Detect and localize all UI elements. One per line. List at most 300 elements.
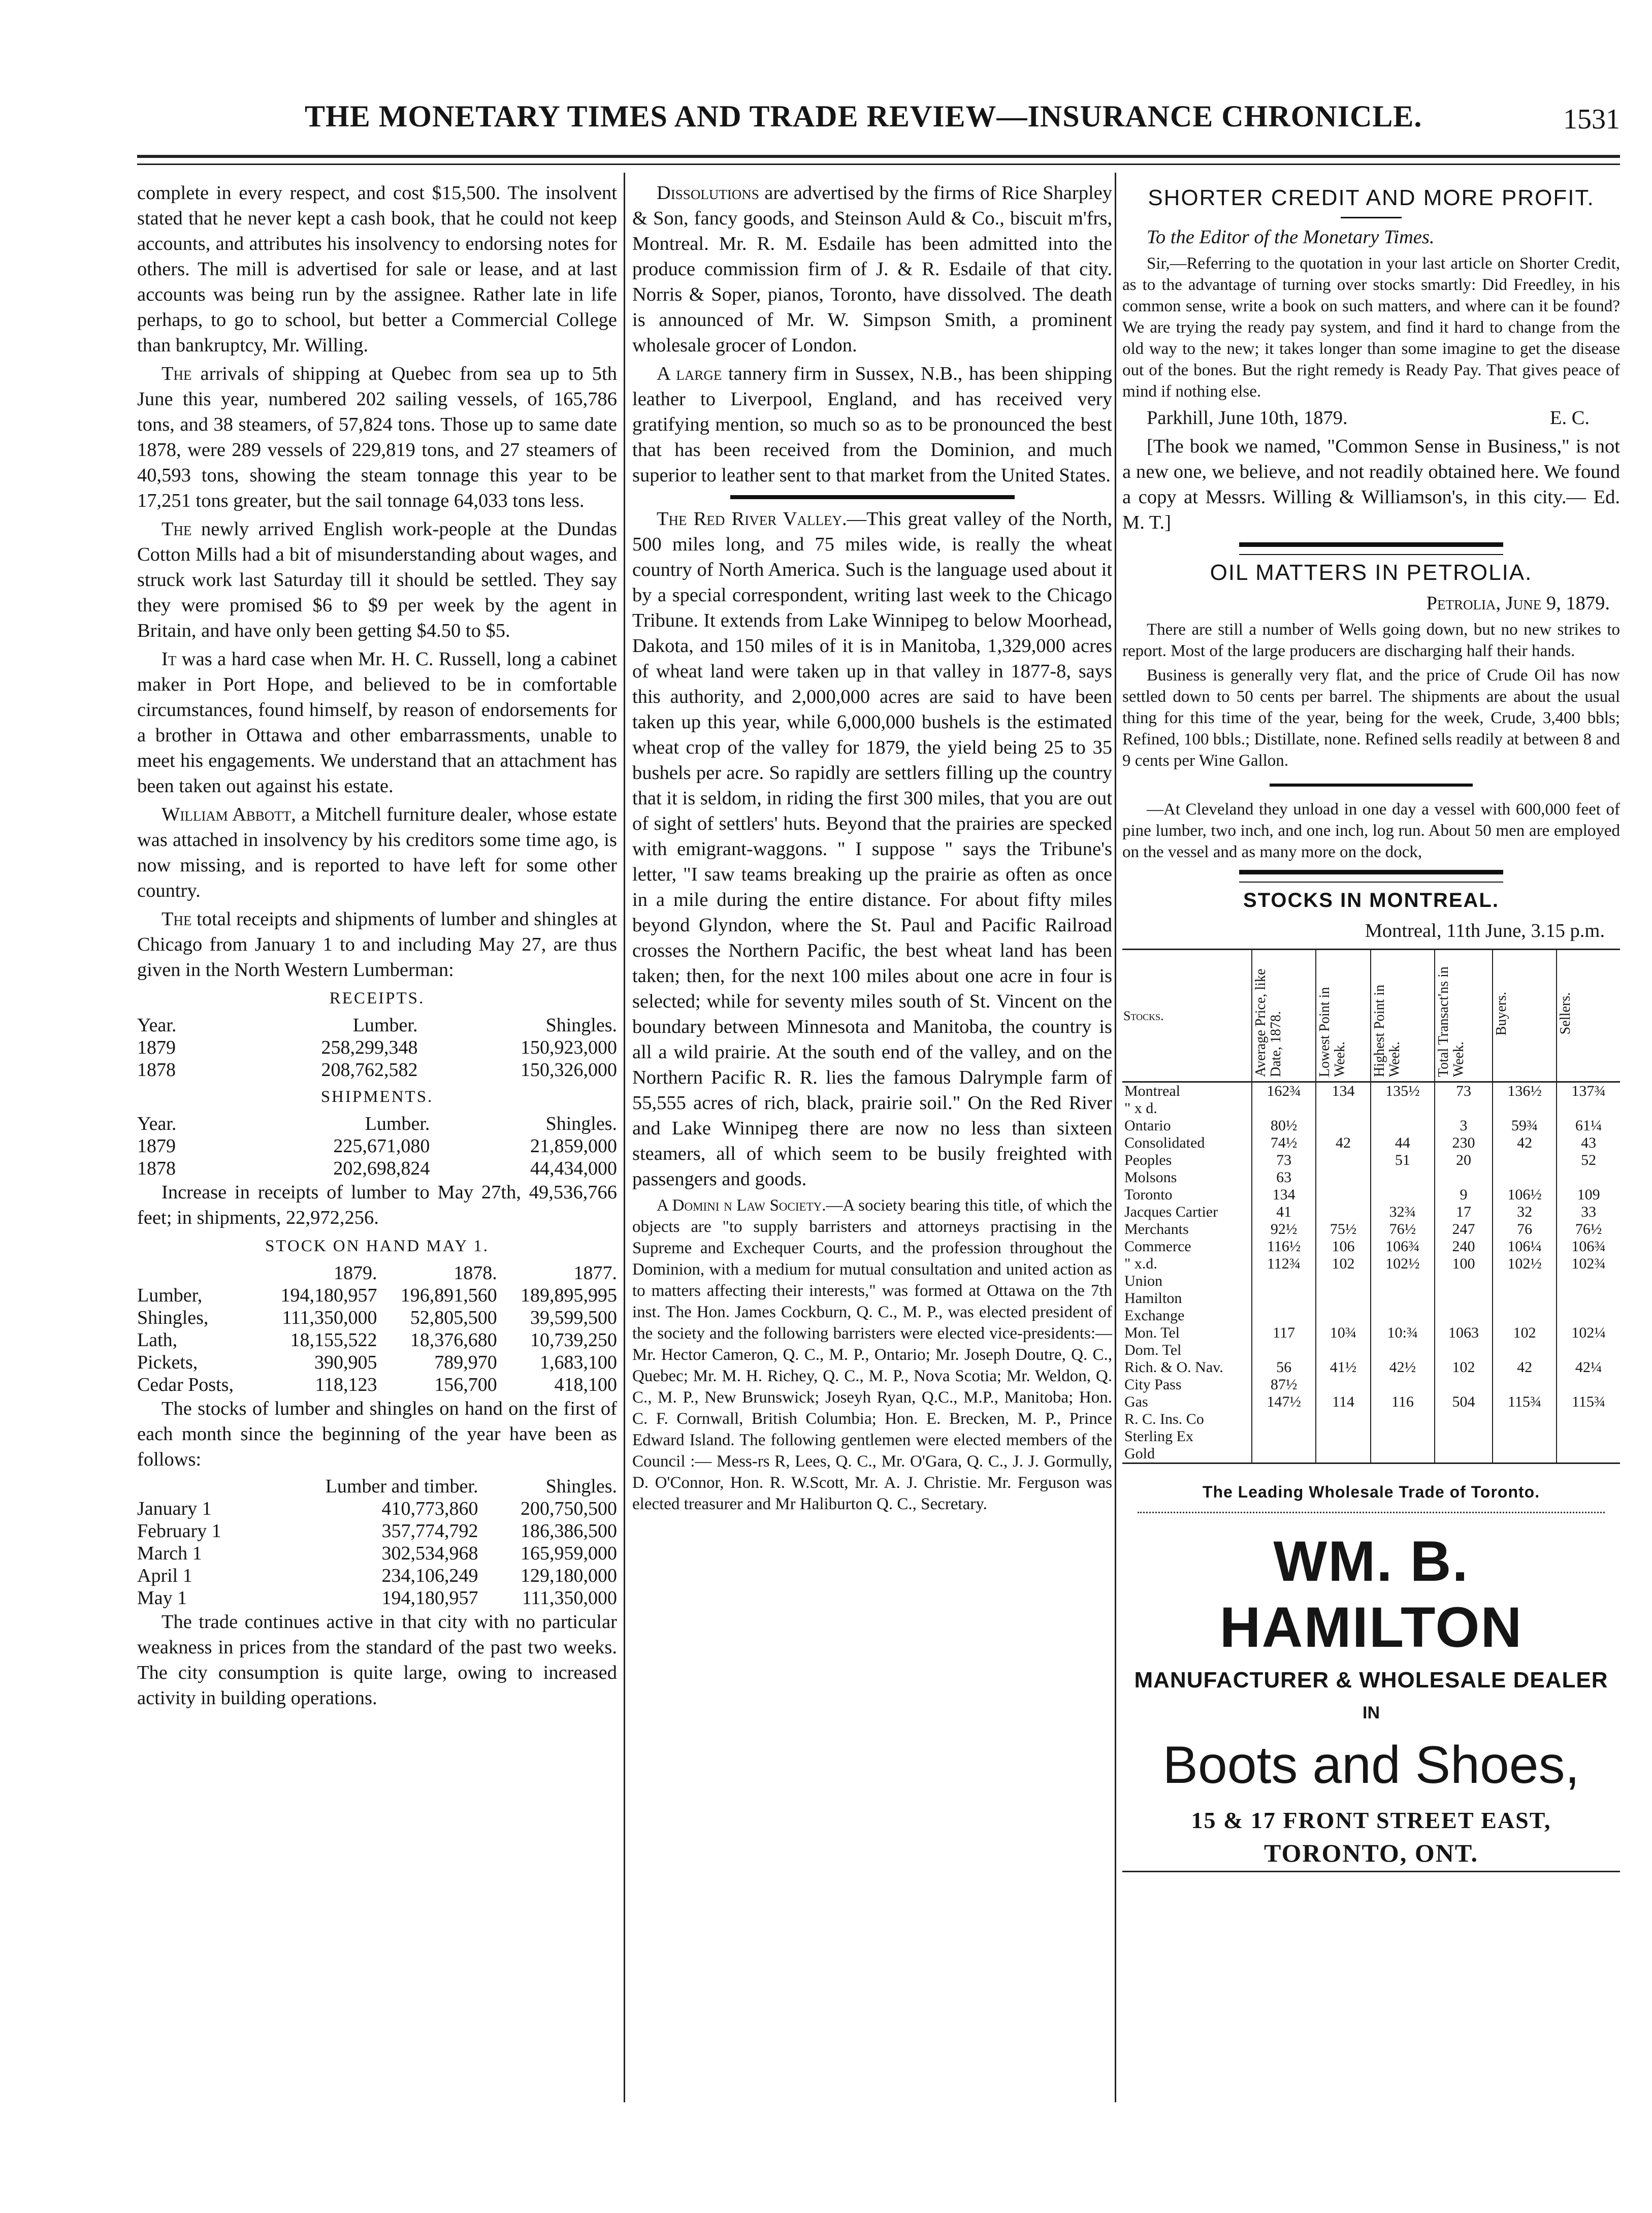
- stocks-name-cell: Montreal: [1122, 1082, 1252, 1100]
- table-cell: 165,959,000: [521, 1543, 617, 1564]
- table-cell: Pickets,: [137, 1352, 198, 1373]
- stocks-value-cell: [1557, 1342, 1620, 1359]
- stocks-value-cell: [1252, 1445, 1316, 1463]
- paragraph-text: tannery firm in Sussex, N.B., has been shipping leather to Liverpool, England, and has received very gratifying mention, so much so as to be pronounced the best that has been received from the Dominion, and much superior to leather sent to that market from the United States.: [632, 363, 1113, 486]
- stocks-value-cell: [1371, 1411, 1435, 1428]
- table-cell: 357,774,792: [381, 1520, 478, 1542]
- table-cell: 410,773,860: [381, 1498, 478, 1519]
- table-row: [137, 1374, 617, 1396]
- stocks-value-cell: [1435, 1445, 1493, 1463]
- table-row: [137, 1520, 617, 1542]
- letter-place-date: Parkhill, June 10th, 1879.: [1147, 407, 1348, 429]
- stocks-row: [1122, 1186, 1620, 1203]
- stocks-value-cell: [1316, 1169, 1371, 1186]
- stocks-value-cell: 41½: [1316, 1359, 1371, 1376]
- stocks-value-cell: 247: [1435, 1221, 1493, 1238]
- paragraph-lead: The Red River Valley.: [657, 508, 847, 530]
- paragraph-lead: Dissolutions: [657, 182, 759, 204]
- stocks-value-cell: 162¾: [1252, 1082, 1316, 1100]
- stocks-dateline: Montreal, 11th June, 3.15 p.m.: [1365, 920, 1605, 941]
- table-header-cell: 1878.: [454, 1262, 497, 1284]
- paragraph-russell: [137, 646, 617, 799]
- header-rule-thin: [137, 164, 1620, 165]
- stocks-value-cell: [1435, 1411, 1493, 1428]
- oil-paragraph-2: Business is generally very flat, and the price of Crude Oil has now settled down to 50 cents per barrel. The shipments are about the usual thing for this time of the year, being for the week, Crude, 3,400 bbls; Refined, 100 bbls.; Distillate, none. Refined sells readily at between 8 and 9 cents per Wine Gallon.: [1122, 666, 1620, 770]
- table-cell: 10,739,250: [530, 1329, 617, 1351]
- section-divider: [1239, 542, 1503, 547]
- stocks-name-cell: Merchants: [1122, 1221, 1252, 1238]
- stocks-name-cell: Peoples: [1122, 1152, 1252, 1169]
- table-cell: 234,106,249: [381, 1565, 478, 1586]
- table-header-cell: Shingles.: [545, 1476, 617, 1497]
- table-header-row: [137, 1262, 617, 1284]
- stocks-row: [1122, 1221, 1620, 1238]
- table-header-cell: Year.: [137, 1113, 177, 1134]
- stocks-value-cell: [1493, 1342, 1557, 1359]
- stocks-row: [1122, 1411, 1620, 1428]
- table-header-cell: Lumber and timber.: [325, 1476, 478, 1497]
- stocks-value-cell: 137¾: [1571, 1083, 1606, 1099]
- stocks-value-cell: 9: [1435, 1186, 1493, 1203]
- page-title: THE MONETARY TIMES AND TRADE REVIEW—INSURANCE CHRONICLE.: [305, 100, 1422, 133]
- table-cell: 189,895,995: [521, 1285, 617, 1306]
- stocks-value-cell: 230: [1435, 1134, 1493, 1152]
- stocks-value-cell: 92½: [1252, 1221, 1316, 1238]
- stocks-name-cell: Rich. & O. Nav.: [1122, 1359, 1252, 1376]
- stocks-header-cell: [1316, 950, 1371, 1082]
- stocks-value-cell: [1557, 1445, 1620, 1463]
- table-cell: Lumber,: [137, 1285, 203, 1306]
- stocks-row: [1122, 1152, 1620, 1169]
- table-cell: 789,970: [434, 1352, 497, 1373]
- letter-signature: E. C.: [1549, 407, 1590, 429]
- stocks-value-cell: [1252, 1273, 1316, 1290]
- paragraph-text: newly arrived English work-people at the Dundas Cotton Mills had a bit of misunderstanding about wages, and struck work last Saturday till it should be settled. They say they were promised $6 to $9 per week by the agent in Britain, and have only been getting $4.50 to $5.: [137, 518, 617, 641]
- ad-tagline: The Leading Wholesale Trade of Toronto.: [1202, 1483, 1540, 1501]
- stocks-header-cell: [1122, 950, 1252, 1082]
- stocks-name-cell: Ontario: [1122, 1117, 1252, 1134]
- stocks-name-cell: Molsons: [1122, 1169, 1252, 1186]
- table-row: [137, 1587, 617, 1609]
- stocks-row: [1122, 1359, 1620, 1376]
- table-cell: 302,534,968: [381, 1543, 478, 1564]
- table-cell: 111,350,000: [282, 1307, 377, 1328]
- table-row: [137, 1307, 617, 1329]
- stocks-value-cell: [1493, 1169, 1557, 1186]
- stocks-value-cell: 106¾: [1571, 1238, 1606, 1255]
- paragraph-dundas: [137, 516, 617, 643]
- paragraph-lead: William Abbott: [161, 804, 291, 825]
- stocks-value-cell: [1316, 1307, 1371, 1324]
- stocks-value-cell: [1316, 1428, 1371, 1445]
- table-cell: May 1: [137, 1587, 187, 1609]
- stocks-value-cell: 102: [1316, 1255, 1371, 1273]
- table-cell: 21,859,000: [530, 1135, 617, 1157]
- stocks-row: [1122, 1445, 1620, 1463]
- table-cell: February 1: [137, 1520, 221, 1542]
- table-row: [137, 1036, 617, 1059]
- header-rule: [137, 155, 1620, 158]
- table-cell: April 1: [137, 1565, 192, 1586]
- stocks-value-cell: 117: [1252, 1324, 1316, 1342]
- stocks-value-cell: 106: [1316, 1238, 1371, 1255]
- table-cell: Lath,: [137, 1329, 178, 1351]
- stocks-value-cell: 73: [1252, 1152, 1316, 1169]
- table-cell: 1878: [137, 1059, 176, 1081]
- oil-dateline: Petrolia, June 9, 1879.: [1426, 593, 1610, 614]
- heading-divider: [1341, 217, 1402, 218]
- stocks-value-cell: 76½: [1575, 1221, 1602, 1238]
- stocks-name-cell: Toronto: [1122, 1186, 1252, 1203]
- stocks-row: [1122, 1100, 1620, 1117]
- stocks-value-cell: 20: [1435, 1152, 1493, 1169]
- ad-ornament: [1138, 1509, 1605, 1513]
- stocks-value-cell: [1557, 1428, 1620, 1445]
- stocks-row: [1122, 1324, 1620, 1342]
- stocks-value-cell: [1316, 1100, 1371, 1117]
- stocks-value-cell: 106½: [1493, 1186, 1557, 1203]
- stocks-header-cell: [1435, 950, 1493, 1082]
- stocks-value-cell: [1371, 1428, 1435, 1445]
- paragraph-abbott: [137, 802, 617, 903]
- stocks-value-cell: 42¼: [1575, 1359, 1602, 1376]
- stocks-value-cell: 102: [1493, 1324, 1557, 1342]
- stocks-value-cell: [1493, 1152, 1557, 1169]
- paragraph-increase: Increase in receipts of lumber to May 27th, 49,536,766 feet; in shipments, 22,972,256.: [137, 1182, 617, 1228]
- stocks-value-cell: 43: [1581, 1134, 1597, 1151]
- stocks-value-cell: 80½: [1252, 1117, 1316, 1134]
- paragraph-lead: The: [161, 518, 192, 540]
- stocks-header-cell: [1371, 950, 1435, 1082]
- section-divider-thin: [1239, 882, 1503, 883]
- stocks-value-cell: 76: [1493, 1221, 1557, 1238]
- table-row: [137, 1329, 617, 1351]
- stocks-value-cell: 41: [1252, 1203, 1316, 1221]
- cleveland-paragraph: —At Cleveland they unload in one day a vessel with 600,000 feet of pine lumber, two inch, and one inch, log run. About 50 men are employed on the vessel and as many more on the dock,: [1122, 800, 1620, 861]
- stocks-name-cell: " x d.: [1122, 1100, 1252, 1117]
- stocks-header-label: Sellers.: [1558, 992, 1574, 1035]
- table-row: [137, 1284, 617, 1307]
- stocks-value-cell: [1371, 1445, 1435, 1463]
- stocks-value-cell: 75½: [1316, 1221, 1371, 1238]
- stocks-value-cell: 76½: [1371, 1221, 1435, 1238]
- stocks-value-cell: 102¾: [1571, 1255, 1606, 1272]
- stocks-row: [1122, 1203, 1620, 1221]
- stocks-value-cell: 52: [1581, 1152, 1597, 1168]
- stocks-value-cell: [1316, 1273, 1371, 1290]
- stocks-value-cell: [1316, 1290, 1371, 1307]
- table-row: [137, 1135, 617, 1157]
- stocks-value-cell: [1371, 1117, 1435, 1134]
- stocks-value-cell: [1493, 1428, 1557, 1445]
- stocks-value-cell: 102½: [1493, 1255, 1557, 1273]
- stocks-value-cell: [1435, 1342, 1493, 1359]
- stocks-value-cell: 114: [1316, 1393, 1371, 1411]
- stock-on-hand-table: [137, 1262, 617, 1396]
- table-header-cell: Lumber.: [352, 1015, 418, 1036]
- stocks-value-cell: [1435, 1428, 1493, 1445]
- table-cell: 202,698,824: [333, 1158, 430, 1179]
- table-header-row: [137, 1475, 617, 1498]
- stocks-value-cell: 42: [1493, 1359, 1557, 1376]
- stocks-value-cell: [1493, 1376, 1557, 1393]
- table-row: [137, 1542, 617, 1565]
- editor-reply: [The book we named, "Common Sense in Business," is not a new one, we believe, and not readily obtained here. We found a copy at Messrs. Willing & Williamson's, in this city.— Ed. M. T.]: [1122, 436, 1620, 533]
- table-header-cell: 1879.: [334, 1262, 377, 1284]
- stocks-value-cell: 135½: [1371, 1082, 1435, 1100]
- stocks-value-cell: 134: [1316, 1082, 1371, 1100]
- ad-company-name: WM. B. HAMILTON: [1219, 1529, 1523, 1659]
- stocks-value-cell: [1371, 1290, 1435, 1307]
- stocks-row: [1122, 1290, 1620, 1307]
- letter-body: Sir,—Referring to the quotation in your last article on Shorter Credit, as to the advantage of turning over stocks smartly: Did Freedley, in his common sense, write a book on such matters, and where can it be found? We are trying the ready pay system, and find it hard to change from the old way to the new; it takes longer than some imagine to get the disease out of the bones. But the right remedy is Ready Pay. That gives peace of mind if nothing else.: [1122, 254, 1620, 401]
- stocks-value-cell: 87½: [1252, 1376, 1316, 1393]
- stocks-value-cell: 136½: [1493, 1082, 1557, 1100]
- stocks-name-cell: Gold: [1122, 1445, 1252, 1463]
- table-cell: 44,434,000: [530, 1158, 617, 1179]
- table-cell: March 1: [137, 1543, 202, 1564]
- stocks-value-cell: 240: [1435, 1238, 1493, 1255]
- paragraph-red-river: [632, 506, 1112, 1192]
- stocks-value-cell: [1316, 1186, 1371, 1203]
- table-header-row: [137, 1014, 617, 1036]
- stocks-value-cell: 61¼: [1575, 1117, 1602, 1134]
- stocks-value-cell: 3: [1435, 1117, 1493, 1134]
- paragraph-dissolutions: [632, 180, 1112, 358]
- table-header-cell: 1877.: [573, 1262, 617, 1284]
- stocks-row: [1122, 1273, 1620, 1290]
- stocks-value-cell: 44: [1371, 1134, 1435, 1152]
- column-right: [1122, 180, 1620, 1872]
- table-cell: 186,386,500: [521, 1520, 617, 1542]
- stocks-value-cell: 74½: [1252, 1134, 1316, 1152]
- stocks-row: [1122, 1393, 1620, 1411]
- stocks-name-cell: Exchange: [1122, 1307, 1252, 1324]
- paragraph-text: are advertised by the firms of Rice Sharpley & Son, fancy goods, and Steinson Auld & Co., biscuit m'frs, Montreal. Mr. R. M. Esdaile has been admitted into the produce commission firm of J. & R. Esdaile of that city. Norris & Soper, pianos, Toronto, have dissolved. The death is announced of Mr. W. Simpson Smith, a prominent wholesale grocer of London.: [632, 182, 1112, 356]
- table-header-cell: Shingles.: [545, 1015, 617, 1036]
- stocks-header-label: Average Price, like Date, 1878.: [1253, 968, 1284, 1077]
- stocks-value-cell: [1316, 1203, 1371, 1221]
- stocks-value-cell: [1371, 1273, 1435, 1290]
- table-cell: 150,923,000: [521, 1037, 617, 1058]
- stocks-value-cell: 32: [1493, 1203, 1557, 1221]
- paragraph-text: was a hard case when Mr. H. C. Russell, long a cabinet maker in Port Hope, and believed to be in comfortable circumstances, found himself, by reason of endorsements for a brother in Ottawa and other embarrassments, unable to meet his engagements. We understand that an attachment has been taken out against his estate.: [137, 648, 617, 797]
- stocks-row: [1122, 1117, 1620, 1134]
- stocks-row: [1122, 1169, 1620, 1186]
- stocks-value-cell: 63: [1252, 1169, 1316, 1186]
- table-cell: 118,123: [315, 1374, 377, 1395]
- heading-stocks-montreal: STOCKS IN MONTREAL.: [1243, 889, 1499, 912]
- paragraph-lead: The: [161, 363, 192, 384]
- stocks-value-cell: [1252, 1307, 1316, 1324]
- table-cell: 1,683,100: [540, 1352, 617, 1373]
- stocks-value-cell: [1435, 1169, 1493, 1186]
- stocks-value-cell: 42½: [1371, 1359, 1435, 1376]
- table-cell: 150,326,000: [521, 1059, 617, 1081]
- stocks-row: [1122, 1307, 1620, 1324]
- section-divider: [1270, 784, 1473, 787]
- stocks-value-cell: [1252, 1290, 1316, 1307]
- stocks-value-cell: [1316, 1117, 1371, 1134]
- stocks-value-cell: 10¾: [1316, 1324, 1371, 1342]
- table-cell: 194,180,957: [280, 1285, 377, 1306]
- paragraph-chicago: [137, 906, 617, 983]
- stocks-value-cell: 56: [1252, 1359, 1316, 1376]
- paragraph-tannery: [632, 361, 1112, 488]
- table-row: [137, 1157, 617, 1180]
- stocks-header-label: Stocks.: [1123, 1008, 1164, 1023]
- paragraph-text: —A society bearing this title, of which the objects are "to supply barristers and attorneys practising in the Supreme and Exchequer Courts, and the profession throughout the Dominion, with a medium for mutual consultation and united action as to matters affecting their interests," was formed at Ottawa on the 7th inst. The Hon. James Cockburn, Q. C., M. P., was elected president of the society and the following barristers were elected vice-presidents:—Mr. Hector Cameron, Q. C., M. P., Ontario; Mr. Joseph Doutre, Q. C., Quebec; Mr. M. H. Richey, Q. C., M. P., Nova Scotia; Mr. Weldon, Q. C., M. P., New Brunswick; Joseyh Ryan, Q.C., M.P., Manitoba; Hon. C. F. Cornwall, British Columbia; Hon. E. Brecken, M. P., Prince Edward Island. The following gentlemen were elected members of the Council :— Mess-rs R, Lees, Q. C., Mr. O'Gara, Q. C., J. J. Gormully, D. O'Connor, Hon. R. W.Scott, Mr. A. J. Christie. Mr. Ferguson was elected treasurer and Mr Haliburton Q. C., Secretary.: [632, 1196, 1113, 1513]
- stocks-value-cell: [1371, 1307, 1435, 1324]
- table-cell: Cedar Posts,: [137, 1374, 234, 1395]
- stocks-value-cell: 115¾: [1493, 1393, 1557, 1411]
- stocks-value-cell: [1557, 1273, 1620, 1290]
- page-header: [137, 99, 1620, 145]
- paragraph-trade-active: The trade continues active in that city with no particular weakness in prices from the standard of the past two weeks. The city consumption is quite large, owing to increased activity in building operations.: [137, 1611, 617, 1709]
- paragraph-text: total receipts and shipments of lumber and shingles at Chicago from January 1 to and including May 27, are thus given in the North Western Lumberman:: [137, 908, 617, 981]
- stocks-value-cell: [1435, 1307, 1493, 1324]
- table-cell: 39,599,500: [530, 1307, 617, 1328]
- stocks-name-cell: Union: [1122, 1273, 1252, 1290]
- stocks-value-cell: [1371, 1186, 1435, 1203]
- stocks-value-cell: [1316, 1445, 1371, 1463]
- stocks-value-cell: 106¾: [1371, 1238, 1435, 1255]
- stocks-value-cell: 504: [1435, 1393, 1493, 1411]
- stocks-value-cell: [1252, 1411, 1316, 1428]
- paragraph-lead: A Domini n Law Society.: [657, 1196, 826, 1215]
- stocks-header-cell: [1252, 950, 1316, 1082]
- stocks-value-cell: [1435, 1376, 1493, 1393]
- stocks-value-cell: [1316, 1342, 1371, 1359]
- section-divider-thin: [1239, 554, 1503, 555]
- stocks-value-cell: 116: [1371, 1393, 1435, 1411]
- stocks-header-row: [1122, 950, 1620, 1082]
- receipts-table: [137, 1014, 617, 1081]
- stocks-table: [1122, 949, 1620, 1464]
- table-row: [137, 1565, 617, 1587]
- stocks-row: [1122, 1134, 1620, 1152]
- table-header-cell: Shingles.: [545, 1113, 617, 1134]
- oil-paragraph-1: There are still a number of Wells going down, but no new strikes to report. Most of the large producers are discharging half their hands.: [1122, 621, 1620, 660]
- stocks-value-cell: 32¾: [1371, 1203, 1435, 1221]
- stocks-value-cell: [1557, 1290, 1620, 1307]
- stocks-value-cell: 102: [1435, 1359, 1493, 1376]
- stocks-name-cell: Sterling Ex: [1122, 1428, 1252, 1445]
- monthly-stocks-table: [137, 1475, 617, 1609]
- heading-oil-matters: OIL MATTERS IN PETROLIA.: [1210, 560, 1533, 585]
- letter-signoff: [1122, 405, 1620, 431]
- table-cell: 1879: [137, 1135, 176, 1157]
- stocks-header-label: Lowest Point in Week.: [1317, 987, 1348, 1077]
- stocks-value-cell: 106¼: [1493, 1238, 1557, 1255]
- stocks-value-cell: [1371, 1100, 1435, 1117]
- table-row: [137, 1351, 617, 1374]
- paragraph-lead: A large: [657, 363, 722, 384]
- stocks-value-cell: 73: [1435, 1082, 1493, 1100]
- table-cell: 1879: [137, 1037, 176, 1058]
- table-cell: 196,891,560: [400, 1285, 497, 1306]
- table-cell: 418,100: [554, 1374, 617, 1395]
- stocks-value-cell: [1493, 1273, 1557, 1290]
- stocks-row: [1122, 1255, 1620, 1273]
- shipments-title: SHIPMENTS.: [320, 1088, 434, 1106]
- stocks-value-cell: 116½: [1252, 1238, 1316, 1255]
- table-cell: 194,180,957: [381, 1587, 478, 1609]
- stocks-name-cell: " x.d.: [1122, 1255, 1252, 1273]
- table-row: [137, 1059, 617, 1081]
- letter-salutation: To the Editor of the Monetary Times.: [1147, 226, 1435, 248]
- column-divider-1: [624, 173, 625, 2102]
- section-divider: [1239, 870, 1503, 874]
- paragraph-law-society: [632, 1195, 1112, 1515]
- stocks-value-cell: [1557, 1411, 1620, 1428]
- table-cell: 258,299,348: [321, 1037, 418, 1058]
- stocks-name-cell: Jacques Cartier: [1122, 1203, 1252, 1221]
- stocks-header-cell: [1493, 950, 1557, 1082]
- stocks-name-cell: Commerce: [1122, 1238, 1252, 1255]
- stocks-row: [1122, 1428, 1620, 1445]
- stocks-value-cell: 10:¾: [1371, 1324, 1435, 1342]
- stocks-header-label: Total Transact'ns in Week.: [1436, 966, 1467, 1077]
- stocks-row: [1122, 1082, 1620, 1100]
- table-cell: 111,350,000: [522, 1587, 617, 1609]
- stocks-value-cell: 59¾: [1493, 1117, 1557, 1134]
- stocks-value-cell: [1493, 1411, 1557, 1428]
- stocks-value-cell: [1493, 1445, 1557, 1463]
- stocks-value-cell: [1435, 1290, 1493, 1307]
- table-cell: 52,805,500: [410, 1307, 497, 1328]
- stocks-value-cell: [1371, 1376, 1435, 1393]
- stocks-value-cell: [1557, 1100, 1620, 1117]
- paragraph-text: —This great valley of the North, 500 miles long, and 75 miles wide, is really the wheat country of North America. Such is the language used about it by a special correspondent, writing last week to the Chicago Tribune. It extends from Lake Winnipeg to below Moorhead, Dakota, and 150 miles of it is in Manitoba, 1,329,000 acres of wheat land were taken up in that valley in 1877-8, says this authority, and 2,000,000 acres are said to have been taken up this year, while 6,000,000 bushels is the estimated wheat crop of the valley for 1879, the yield being 25 to 35 bushels per acre. So rapidly are settlers filling up the country that it is seldom, in riding the first 300 miles, that you are out of sight of settlers' huts. Beyond that the prairies are specked with emigrant-waggons. " I suppose " says the Tribune's letter, "I saw teams breaking up the prairie as often as once in a mile during the entire distance. For about fifty miles beyond Glyndon, where the St. Paul and Pacific Railroad crosses the Northern Pacific, the best wheat land has been taken; then, for the next 100 miles about one acre in four is selected; while for seventy miles south of St. Vincent on the boundary between Minnesota and Manitoba, the country is all a wild prairie. At the south end of the valley, and on the Northern Pacific R. R. lies the famous Dalrymple farm of 55,555 acres of rich, black, prairie soil." On the Red River and Lake Winnipeg there are now no less than sixteen steamers, all of which seem to be busily freighted with passengers and goods.: [632, 508, 1112, 1190]
- stocks-value-cell: 51: [1371, 1152, 1435, 1169]
- page-number: 1531: [1563, 104, 1620, 135]
- stocks-value-cell: [1557, 1307, 1620, 1324]
- stocks-value-cell: 100: [1435, 1255, 1493, 1273]
- table-cell: 129,180,000: [521, 1565, 617, 1586]
- table-cell: 225,671,080: [333, 1135, 430, 1157]
- stocks-value-cell: [1435, 1100, 1493, 1117]
- stocks-value-cell: [1557, 1169, 1620, 1186]
- table-cell: 1878: [137, 1158, 176, 1179]
- stocks-name-cell: R. C. Ins. Co: [1122, 1411, 1252, 1428]
- table-cell: 18,376,680: [410, 1329, 497, 1351]
- stocks-row: [1122, 1376, 1620, 1393]
- stocks-row: [1122, 1238, 1620, 1255]
- stocks-value-cell: 134: [1252, 1186, 1316, 1203]
- stocks-value-cell: [1316, 1411, 1371, 1428]
- stocks-name-cell: Mon. Tel: [1122, 1324, 1252, 1342]
- stocks-value-cell: [1493, 1307, 1557, 1324]
- stocks-value-cell: [1252, 1342, 1316, 1359]
- stocks-value-cell: 42: [1493, 1134, 1557, 1152]
- table-header-cell: [137, 1475, 258, 1498]
- table-cell: Shingles,: [137, 1307, 209, 1328]
- table-cell: 18,155,522: [290, 1329, 377, 1351]
- shipments-table: [137, 1113, 617, 1180]
- table-header-cell: Year.: [137, 1015, 177, 1036]
- stocks-value-cell: [1316, 1152, 1371, 1169]
- stocks-value-cell: 102¼: [1571, 1324, 1606, 1341]
- stocks-value-cell: [1316, 1376, 1371, 1393]
- table-header-cell: Lumber.: [365, 1113, 430, 1134]
- ad-business-type: MANUFACTURER & WHOLESALE DEALER: [1134, 1668, 1608, 1693]
- stocks-row: [1122, 1342, 1620, 1359]
- stocks-value-cell: 102½: [1371, 1255, 1435, 1273]
- section-divider: [730, 495, 1015, 499]
- table-cell: 200,750,500: [521, 1498, 617, 1519]
- stocks-value-cell: 115¾: [1571, 1393, 1606, 1410]
